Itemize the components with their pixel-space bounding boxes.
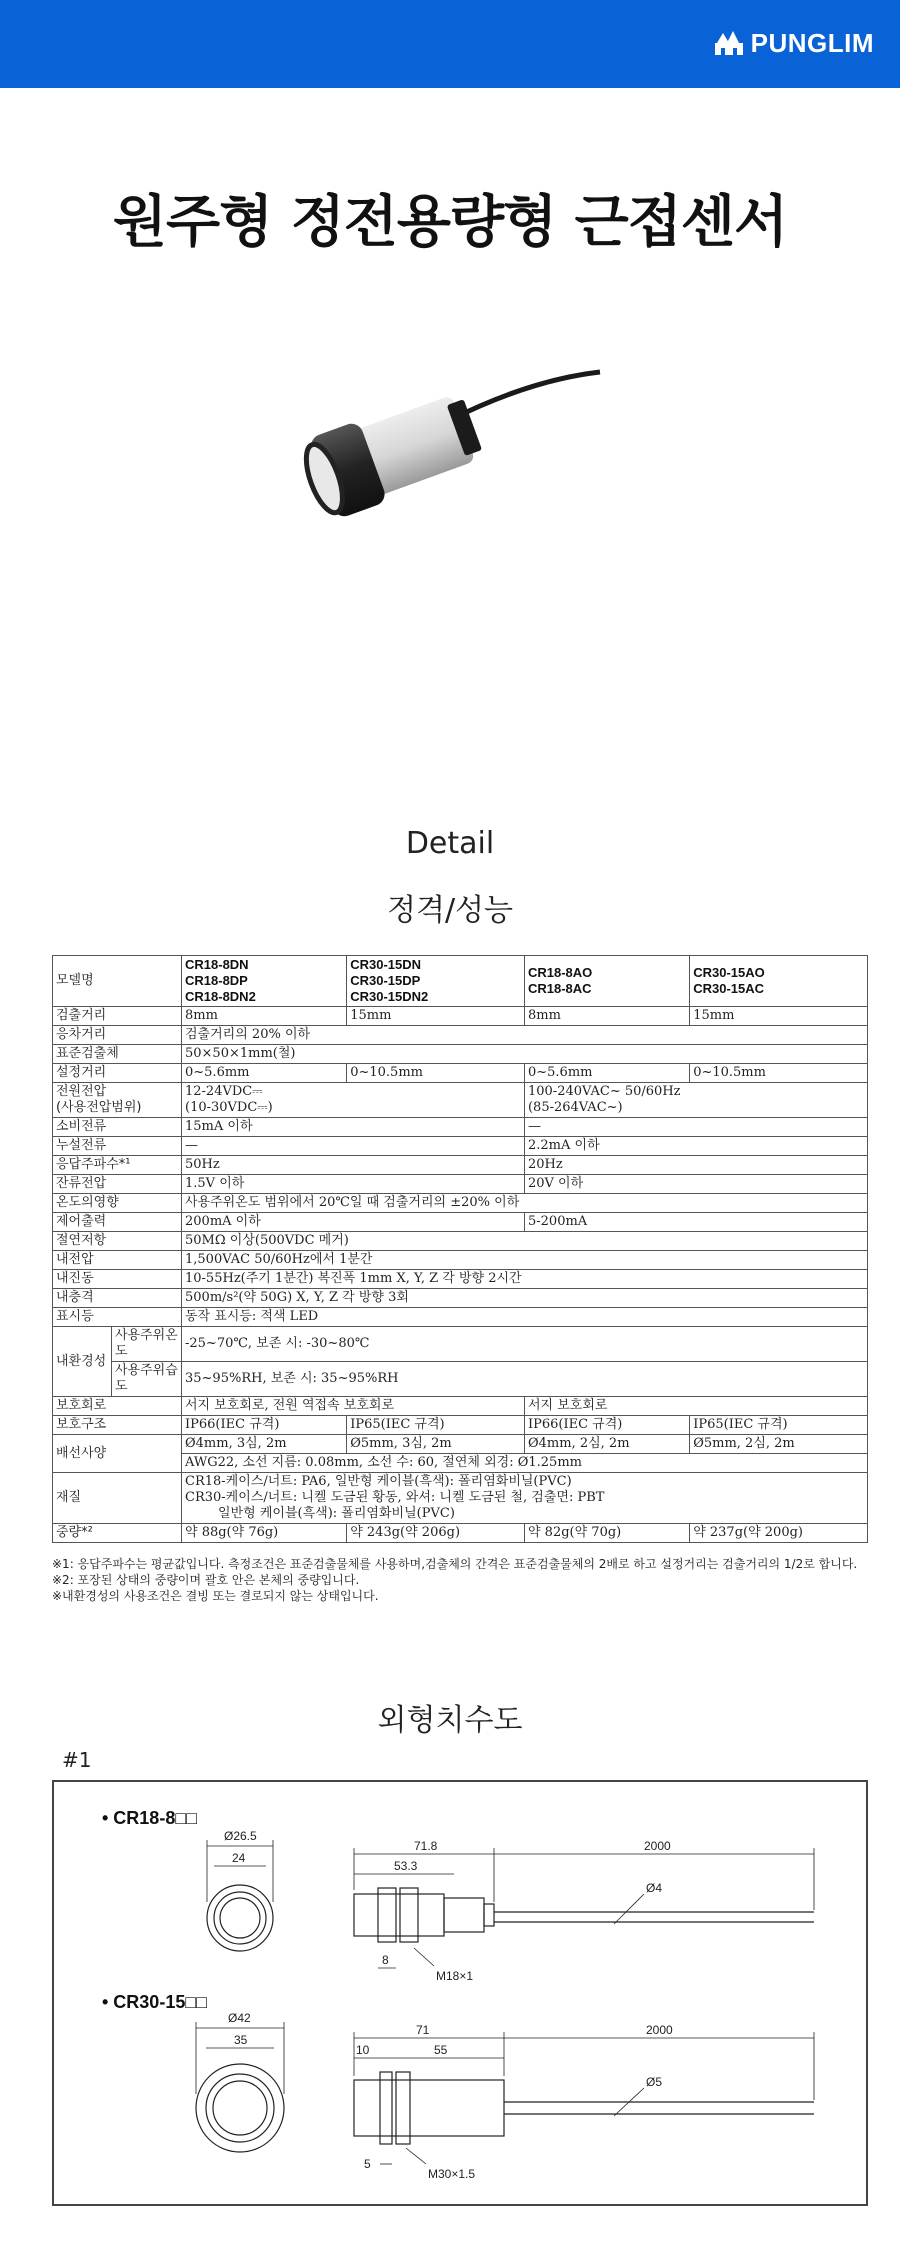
dim-label: 2000 — [646, 2023, 673, 2037]
cell: 0~10.5mm — [690, 1064, 868, 1083]
table-row — [53, 1007, 868, 1026]
dimension-svg — [54, 1782, 866, 2204]
cell: 500m/s²(약 50G) X, Y, Z 각 방향 3회 — [182, 1289, 868, 1308]
row-label: 응답주파수*¹ — [53, 1156, 182, 1175]
dim-label: 71 — [416, 2023, 430, 2037]
cell: 검출거리의 20% 이하 — [182, 1026, 868, 1045]
cell: 서지 보호회로 — [524, 1397, 867, 1416]
detail-heading: Detail — [405, 826, 495, 861]
dim-label: Ø4 — [646, 1881, 663, 1895]
spec-table — [52, 955, 868, 1543]
cell: 사용주위온도 범위에서 20℃일 때 검출거리의 ±20% 이하 — [182, 1194, 868, 1213]
row-sublabel: 사용주위온도 — [112, 1327, 182, 1362]
row-label: 중량*² — [53, 1524, 182, 1543]
table-row — [53, 1213, 868, 1232]
dimensions-heading: 외형치수도 — [377, 1703, 523, 1738]
dim-label: 53.3 — [394, 1859, 418, 1873]
cell: 50×50×1mm(철) — [182, 1045, 868, 1064]
cell: 0~10.5mm — [347, 1064, 525, 1083]
dim-label: 35 — [234, 2033, 248, 2047]
cell: 10-55Hz(주기 1분간) 복진폭 1mm X, Y, Z 각 방향 2시간 — [182, 1270, 868, 1289]
row-label: 온도의영향 — [53, 1194, 182, 1213]
cell: 1.5V 이하 — [182, 1175, 525, 1194]
row-sublabel: 사용주위습도 — [112, 1362, 182, 1397]
table-row — [53, 1327, 868, 1362]
row-label: 표시등 — [53, 1308, 182, 1327]
cell: 200mA 이하 — [182, 1213, 525, 1232]
cell: 15mm — [347, 1007, 525, 1026]
cell: 20V 이하 — [524, 1175, 867, 1194]
footnote: ※내환경성의 사용조건은 결빙 또는 결로되지 않는 상태입니다. — [52, 1589, 379, 1603]
table-row — [53, 1156, 868, 1175]
cell: 35~95%RH, 보존 시: 35~95%RH — [182, 1362, 868, 1397]
dimension-drawing — [52, 1780, 868, 2206]
footnote: ※1: 응답주파수는 평균값입니다. 측정조건은 표준검출물체를 사용하며,검출체의 간격은 표준검출물체의 2배로 하고 설정거리는 검출거리의 1/2로 합니다. — [52, 1557, 858, 1571]
cell: IP66(IEC 규격) — [182, 1416, 347, 1435]
dim-label: M30×1.5 — [428, 2167, 476, 2181]
cell: IP65(IEC 규격) — [347, 1416, 525, 1435]
cell: -25~70℃, 보존 시: -30~80℃ — [182, 1327, 868, 1362]
row-label: 내환경성 — [53, 1327, 112, 1397]
dim-label: 71.8 — [414, 1839, 438, 1853]
brand-name: PUNGLIM — [750, 28, 874, 58]
footnotes — [52, 1556, 872, 1604]
table-row — [53, 1137, 868, 1156]
cr18-title: • CR18-8□□ — [102, 1808, 198, 1828]
cell: 서지 보호회로, 전원 역접속 보호회로 — [182, 1397, 525, 1416]
table-row — [53, 1118, 868, 1137]
dim-label: 5 — [364, 2157, 371, 2171]
row-label: 내전압 — [53, 1251, 182, 1270]
table-row — [53, 1175, 868, 1194]
dim-label: 24 — [232, 1851, 246, 1865]
cell: 0~5.6mm — [524, 1064, 689, 1083]
model-cell: CR18-8AO CR18-8AC — [524, 956, 689, 1007]
dim-label: 8 — [382, 1953, 389, 1967]
row-label: 재질 — [53, 1473, 182, 1524]
table-row — [53, 1232, 868, 1251]
dim-label: Ø5 — [646, 2075, 663, 2089]
table-row — [53, 1473, 868, 1524]
dim-label: M18×1 — [436, 1969, 474, 1983]
cell: 0~5.6mm — [182, 1064, 347, 1083]
cell: 15mA 이하 — [182, 1118, 525, 1137]
row-label: 표준검출체 — [53, 1045, 182, 1064]
cell: Ø5mm, 3심, 2m — [347, 1435, 525, 1454]
table-row — [53, 1045, 868, 1064]
header-bar — [0, 0, 900, 88]
cell: 8mm — [524, 1007, 689, 1026]
row-label: 배선사양 — [53, 1435, 182, 1473]
row-label: 보호구조 — [53, 1416, 182, 1435]
page-title: 원주형 정전용량형 근접센서 — [112, 190, 788, 255]
table-row — [53, 1270, 868, 1289]
cell: 50MΩ 이상(500VDC 메거) — [182, 1232, 868, 1251]
cell: IP65(IEC 규격) — [690, 1416, 868, 1435]
cell: 20Hz — [524, 1156, 867, 1175]
row-label: 보호회로 — [53, 1397, 182, 1416]
spec-heading: 정격/성능 — [386, 893, 514, 928]
brand-logo[interactable] — [713, 28, 874, 59]
cell: 100-240VAC~ 50/60Hz (85-264VAC~) — [524, 1083, 867, 1118]
cell: 2.2mA 이하 — [524, 1137, 867, 1156]
row-label: 검출거리 — [53, 1007, 182, 1026]
table-row — [53, 1083, 868, 1118]
footnote: ※2: 포장된 상태의 중량이며 괄호 안은 본체의 중량입니다. — [52, 1573, 360, 1587]
row-label: 소비전류 — [53, 1118, 182, 1137]
cell: AWG22, 소선 지름: 0.08mm, 소선 수: 60, 절연체 외경: Ø1.25mm — [182, 1454, 868, 1473]
punglim-logo-icon — [713, 29, 745, 59]
table-row — [53, 1026, 868, 1045]
cell: Ø4mm, 2심, 2m — [524, 1435, 689, 1454]
cell: 8mm — [182, 1007, 347, 1026]
table-row — [53, 1435, 868, 1454]
row-label: 절연저항 — [53, 1232, 182, 1251]
table-row — [53, 1251, 868, 1270]
cell: Ø4mm, 3심, 2m — [182, 1435, 347, 1454]
dim-label: Ø42 — [228, 2011, 251, 2025]
cell: 약 82g(약 70g) — [524, 1524, 689, 1543]
cell: 1,500VAC 50/60Hz에서 1분간 — [182, 1251, 868, 1270]
cell: 동작 표시등: 적색 LED — [182, 1308, 868, 1327]
table-row — [53, 1308, 868, 1327]
dim-label: 2000 — [644, 1839, 671, 1853]
row-label: 전원전압 (사용전압범위) — [53, 1083, 182, 1118]
cell: 50Hz — [182, 1156, 525, 1175]
row-label: 잔류전압 — [53, 1175, 182, 1194]
dim-label: 55 — [434, 2043, 448, 2057]
figure-label: #1 — [62, 1748, 92, 1772]
cell: 5-200mA — [524, 1213, 867, 1232]
cell: 약 88g(약 76g) — [182, 1524, 347, 1543]
model-label: 모델명 — [53, 956, 182, 1007]
cell: IP66(IEC 규격) — [524, 1416, 689, 1435]
row-label: 제어출력 — [53, 1213, 182, 1232]
table-row — [53, 1524, 868, 1543]
model-cell: CR18-8DN CR18-8DP CR18-8DN2 — [182, 956, 347, 1007]
table-row — [53, 1194, 868, 1213]
cell: 약 243g(약 206g) — [347, 1524, 525, 1543]
table-row — [53, 1064, 868, 1083]
table-row — [53, 1397, 868, 1416]
cell: 약 237g(약 200g) — [690, 1524, 868, 1543]
table-row — [53, 1362, 868, 1397]
row-label: 설정거리 — [53, 1064, 182, 1083]
model-cell: CR30-15AO CR30-15AC — [690, 956, 868, 1007]
cell: — — [524, 1118, 867, 1137]
dim-label: Ø26.5 — [224, 1829, 257, 1843]
cell: — — [182, 1137, 525, 1156]
cell: CR18-케이스/너트: PA6, 일반형 케이블(흑색): 폴리염화비닐(PVC) CR30-케이스/너트: 니켈 도금된 황동, 와셔: 니켈 도금된 철, 검출면: PBT 일반형 케이블(흑색): 폴리염화비닐(PVC) — [182, 1473, 868, 1524]
row-label: 내진동 — [53, 1270, 182, 1289]
row-label: 응차거리 — [53, 1026, 182, 1045]
sensor-product-image — [290, 360, 630, 540]
cell: Ø5mm, 2심, 2m — [690, 1435, 868, 1454]
model-cell: CR30-15DN CR30-15DP CR30-15DN2 — [347, 956, 525, 1007]
table-row — [53, 956, 868, 1007]
cell: 12-24VDC⎓ (10-30VDC⎓) — [182, 1083, 525, 1118]
table-row — [53, 1416, 868, 1435]
cr30-title: • CR30-15□□ — [102, 1992, 208, 2012]
dim-label: 10 — [356, 2043, 370, 2057]
table-row — [53, 1289, 868, 1308]
cell: 15mm — [690, 1007, 868, 1026]
row-label: 내충격 — [53, 1289, 182, 1308]
row-label: 누설전류 — [53, 1137, 182, 1156]
